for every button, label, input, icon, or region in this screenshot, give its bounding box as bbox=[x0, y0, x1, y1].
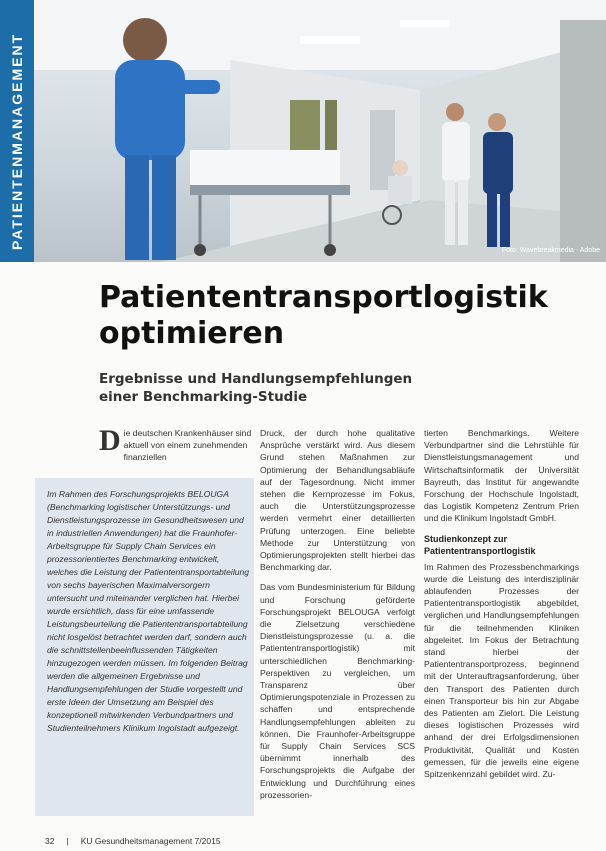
column-2 bbox=[260, 427, 415, 809]
column-3-paragraph-2: Im Rahmen des Prozessbenchmarkings wurde die Leistung des interdisziplinär ablaufenden Prozesses der Patiententransportlogistik abgebildet, verglichen und Handlungsempfehlungen für die teilnehmenden Kliniken abgeleitet. Im Fokus der Betrachtung stand hierbei der Patiententransportprozess, beginnend mit der Unterauftragsanforderung, über den Transport des Patienten durch einen Transporteur bis hin zur Abgabe des Patienten am Zielort. Die Leistung dieses logistischen Prozesses wird anhand der drei Erfolgsdimensionen Produktivität, Qualität und Kosten gemessen, für die jeweils eine eigene Spitzenkennzahl gebildet wird. Zu- bbox=[424, 561, 579, 780]
journal-name: KU Gesundheitsmanagement 7/2015 bbox=[80, 836, 221, 846]
intro-text: ie deutschen Krankenhäuser sind aktuell von einem zunehmenden finanziellen bbox=[123, 428, 252, 462]
hospital-corridor-illustration bbox=[0, 0, 606, 262]
page-number: 32 bbox=[45, 836, 55, 846]
column-2-paragraph-1: Druck, der durch hohe qualitative Ansprüche verstärkt wird. Aus diesem Grund stehen Maßnahmen zur Optimierung der Behandlungsabläufe auf der Tagesordnung. Nicht immer stehen die Kernprozesse im Fokus, auch die Unterstützungsprozesse werden vermehrt einer detaillierten Prüfung unterzogen. Eine beliebte Methode zur Unterstützung von Optimierungsprojekten stellt hierbei das Benchmarking dar. bbox=[260, 428, 415, 573]
column-2-paragraph-2: Das vom Bundesministerium für Bildung und Forschung geförderte Forschungsprojekt BELOUGA verfolgt die Zielsetzung verschiedene Dienstleistungsprozesse (u. a. die Patiententransportlogistik) mit unterschiedlichen Benchmarking-Perspektiven zu vergleichen, um Transparenz über Optimierungspotenziale in Prozessen zu schaffen und entsprechende Handlungsempfehlungen ableiten zu können. Die Fraunhofer-Arbeitsgruppe für Supply Chain Services SCS übernimmt innerhalb des Forschungsprojekts die Aufgabe der Entwicklung und Durchführung eines prozessorien- bbox=[260, 582, 415, 800]
section-heading-line-1: Studienkonzept zur bbox=[424, 533, 507, 544]
column-3-paragraph-1: tierten Benchmarkings. Weitere Verbundpartner sind die Lehrstühle für Dienstleistungsmanagement und Wirtschaftsinformatik der Universität Bayreuth, das Institut für angewandte Forschung der Hochschule Ingolstadt, das Logistik Kompetenz Zentrum Prien und die Klinikum Ingolstadt GmbH. bbox=[424, 428, 579, 524]
section-heading-line-2: Patiententransportlogistik bbox=[424, 545, 536, 556]
intro-paragraph bbox=[99, 424, 254, 463]
subtitle-line-2: einer Benchmarking-Studie bbox=[99, 389, 308, 405]
header-photo bbox=[0, 0, 606, 262]
abstract-text: Im Rahmen des Forschungsprojekts BELOUGA (Benchmarking logistischer Unterstützungs- und Dienstleistungsprozesse im Gesundheitswesen und in industriellen Anwendungen) hat die Fraunhofer-Arbeitsgruppe für Supply Chain Services ein prozessorientiertes Benchmarking entwickelt, welches die Leistung der Patiententransportabteilung von sechs bayerischen Maximalversorgern untersucht und miteinander verglichen hat. Hierbei wurde ersichtlich, dass für eine umfassende Leistungsbeurteilung die Patiententransportabteilung nicht losgelöst betrachtet werden darf, sondern auch die schnittstellenbeeinflussenden Tätigkeiten hinzugezogen werden müssen. Im folgenden Beitrag werden die allgemeinen Ergebnisse und Handlungsempfehlungen der Studie vorgestellt und erste Ideen der Umsetzung am Beispiel des konzeptionell mitwirkenden Verbundpartners und Studienteilnehmers Klinikum Ingolstadt aufgezeigt. bbox=[47, 489, 250, 733]
column-3 bbox=[424, 427, 579, 788]
page-footer bbox=[45, 836, 221, 846]
article-subtitle bbox=[99, 370, 439, 406]
subtitle-line-1: Ergebnisse und Handlungsempfehlungen bbox=[99, 371, 413, 387]
title-line-2: optimieren bbox=[99, 316, 285, 351]
title-line-1: Patiententransportlogistik bbox=[99, 280, 548, 315]
photo-credit: Foto: Wavebreakmedia · Adobe bbox=[501, 247, 600, 254]
drop-cap: D bbox=[99, 424, 121, 457]
article-title bbox=[99, 280, 548, 352]
footer-separator: | bbox=[66, 836, 69, 846]
section-heading bbox=[424, 533, 579, 557]
section-label: PATIENTENMANAGEMENT bbox=[9, 32, 25, 250]
